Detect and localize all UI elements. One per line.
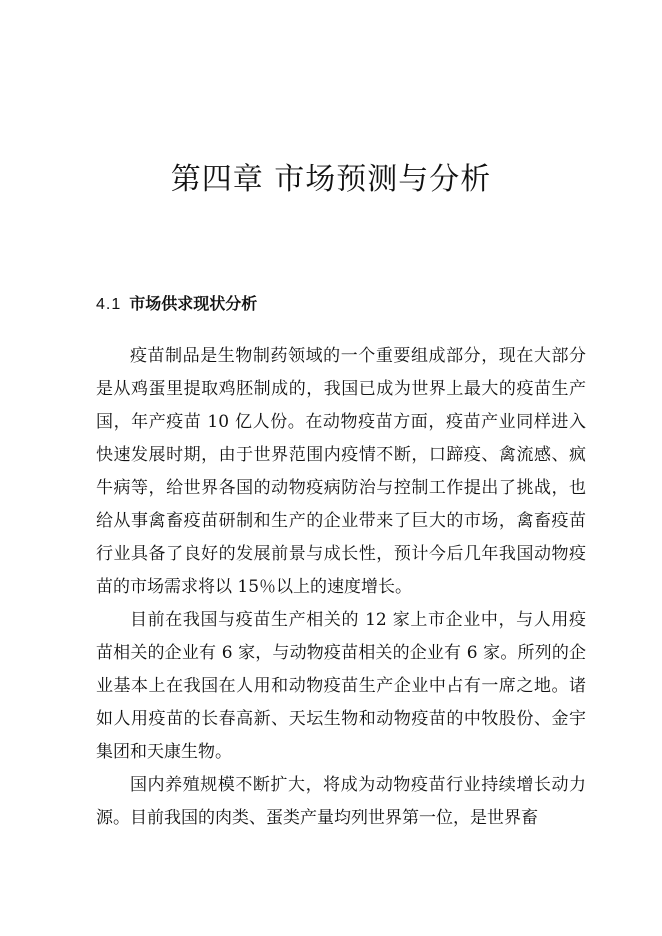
body-text [96,340,586,835]
section-number: 4.1 [96,296,122,313]
paragraph: 疫苗制品是生物制药领域的一个重要组成部分，现在大部分是从鸡蛋里提取鸡胚制成的，我国已成为世界上最大的疫苗生产国，年产疫苗 10 亿人份。在动物疫苗方面，疫苗产业同样进入快速发展时期，由于世界范围内疫情不断，口蹄疫、禽流感、疯牛病等，给世界各国的动物疫病防治与控制工作提出了挑战，也给从事禽畜疫苗研制和生产的企业带来了巨大的市场，禽畜疫苗行业具备了良好的发展前景与成长性，预计今后几年我国动物疫苗的市场需求将以 15％以上的速度增长。 [96,346,586,597]
chapter-title: 第四章 市场预测与分析 [170,162,492,197]
section-heading [96,292,257,317]
section-title: 市场供求现状分析 [129,294,258,313]
paragraph: 国内养殖规模不断扩大，将成为动物疫苗行业持续增长动力源。目前我国的肉类、蛋类产量均列世界第一位，是世界畜 [96,775,586,828]
paragraph: 目前在我国与疫苗生产相关的 12 家上市企业中，与人用疫苗相关的企业有 6 家，与动物疫苗相关的企业有 6 家。所列的企业基本上在我国在人用和动物疫苗生产企业中占有一席之地。诸如人用疫苗的长春高新、天坛生物和动物疫苗的中牧股份、金宇集团和天康生物。 [96,610,586,762]
